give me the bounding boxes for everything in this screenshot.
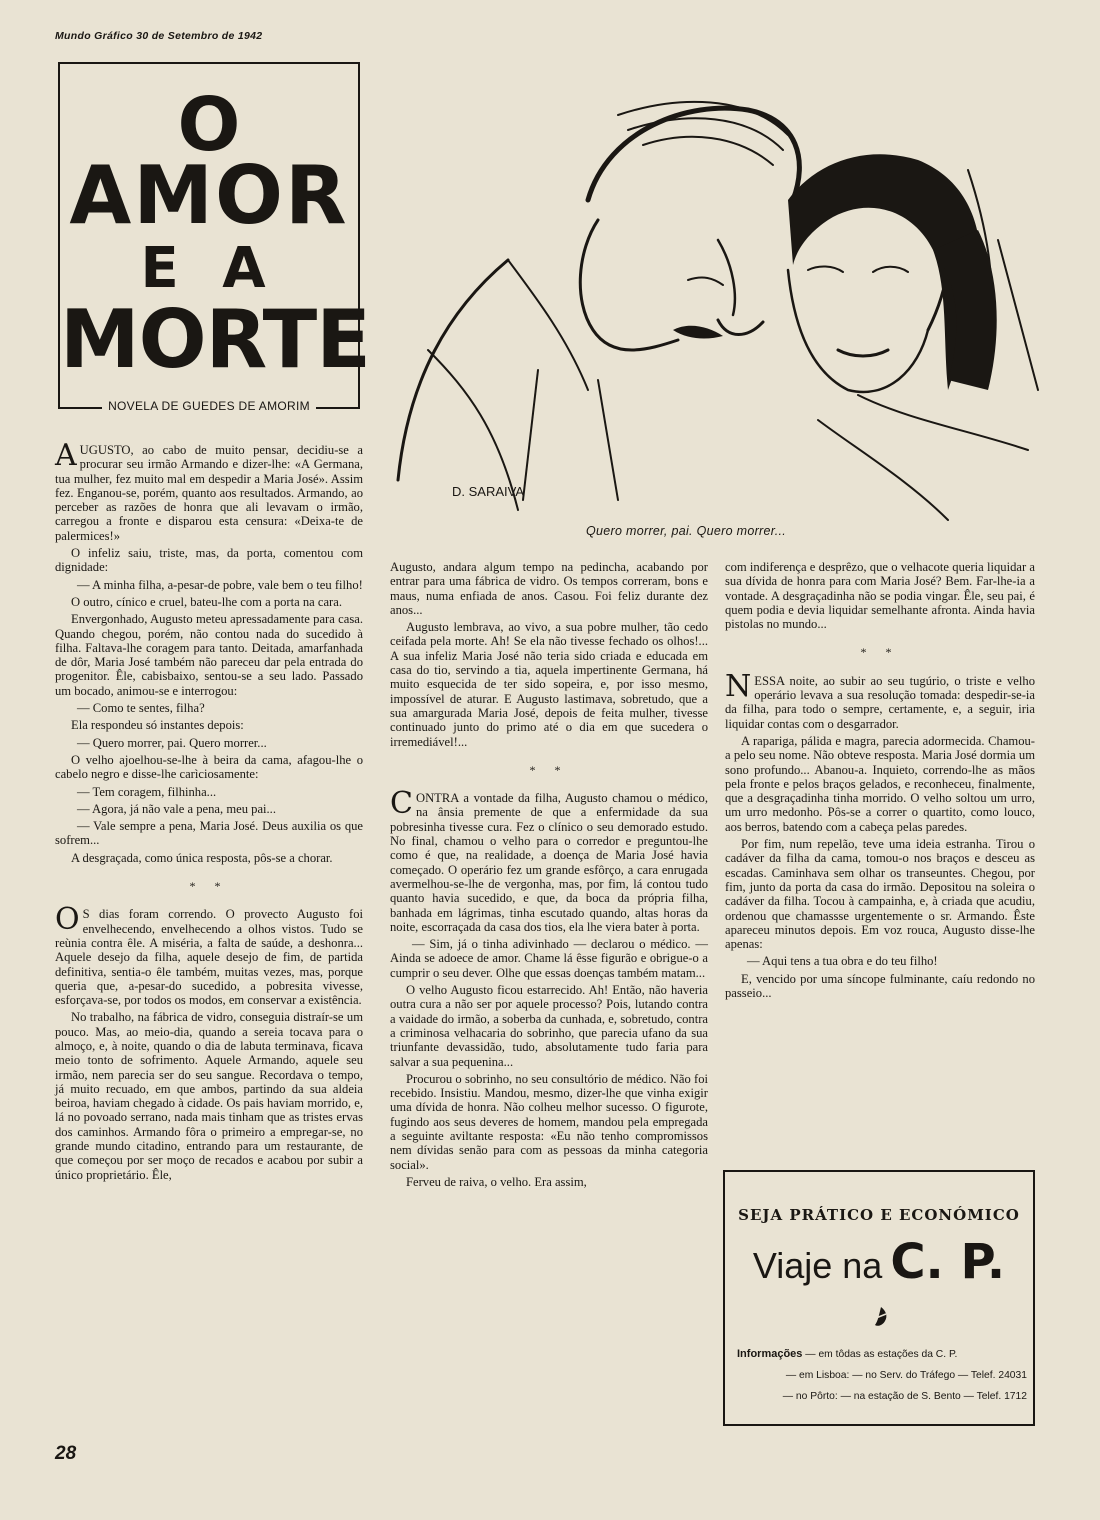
paragraph: Procurou o sobrinho, no seu consultório de médico. Não foi recebido. Insistiu. Mandou, mesmo, dizer-lhe que vinha exigir uma dívida de honra. Não colheu melhor sucesso. O figurote, fugindo aos seus deveres de homem, mandou pela empregada a seguinte aviltante resposta: «Eu não tenho compromissos nem dívidas senão para com as pessoas da minha categoria social». <box>390 1071 708 1172</box>
dialog-line: — Aqui tens a tua obra e do teu filho! <box>747 954 938 969</box>
ad-ornament-icon <box>872 1306 890 1328</box>
paragraph: Augusto, andara algum tempo na pedincha, acabando por entrar para uma fábrica de vidro. Os tempos correram, bons e maus, numa enfiada de anos. Casou. Foi feliz durante dez anos... <box>390 560 708 617</box>
paragraph <box>55 902 363 1008</box>
text-column-2 <box>390 560 708 1192</box>
paragraph: Envergonhado, Augusto meteu apressadamente para casa. Quando chegou, porém, não contou nada do sucedido à filha. Faltava-lhe coragem para tanto. Deitada, amarfanhada de dôr, Maria José também não pareceu dar pela entrada do progenitor. Êle, cabisbaixo, sentou-se a seu lado. Passado um bocado, animou-se e interrogou: <box>55 612 363 698</box>
paragraph-text: ONTRA a vontade da filha, Augusto chamou o médico, na ânsia premente de que a enfermidade da sua pobresinha tivesse cura. Fez o clínico o seu demorado estudo. No final, chamou o velho para o corredor e preguntou-lhe como é que, na realidade, a doença de Maria José havia começado. O operário fez um grande esfôrço, a cara enrugada avermelhou-se-lhe de vergonha, mas, por fim, lá contou tudo quanto havia sucedido, e que, da boca da própria filha, banhada em lágrimas, tinha escutado quando, altas horas da noite, escorraçada da casa dos tios, ela lhe viera bater à porta. <box>390 791 708 934</box>
paragraph: Augusto lembrava, ao vivo, a sua pobre mulher, tão cedo ceifada pela morte. Ah! Se ela não tivesse fechado os olhos!... A sua infeliz Maria José não teria sido criada e educada em casa do tio, servindo a tia, aquela impertinente Germana, há muito esquecida de ter sido sopeira, e, por isso mesmo, impossível de aturar. E Augusto lastimava, sobretudo, que a sua amargurada Maria José, depois de feita mulher, tivesse continuado junto do primo até o dia em que sucedera o irremediável!... <box>390 620 708 749</box>
paragraph: O velho Augusto ficou estarrecido. Ah! Então, não haveria outra cura a não ser por aquele processo? Pois, lutando contra a vaidade do irmão, a soberba da cunhada, e, sobretudo, contra a criminosa velhacaria do sobrinho, que parecia ufano da sua triunfante devassidão, tudo, absolutamente tudo faria para salvar a sua pequenina... <box>390 983 708 1069</box>
paragraph-text: UGUSTO, ao cabo de muito pensar, decidiu-se a procurar seu irmão Armando e dizer-lhe: «A Germana, tua mulher, fez muito mal em despedir a Maria José». Assim fez. Enganou-se, porém, quanto aos resultados. Armando, ao perceber as razões de honra que ali levavam o irmão, carregou a fronte e disparou esta censura: «Deixa-te de palermices!» <box>55 443 363 543</box>
paragraph: O velho ajoelhou-se-lhe à beira da cama, afagou-lhe o cabelo negro e disse-lhe carìciosamente: <box>55 752 363 782</box>
ad-info-line-2: — em Lisboa: — no Serv. do Tráfego — Telef. 24031 <box>785 1370 1027 1381</box>
paragraph: com indiferença e desprêzo, que o velhacote queria liquidar a sua dívida de honra para com Maria José? Bem. Far-lhe-ia a vontade. A desgraçadinha não se podia vingar. Êle, seu pai, é quem podia e devia liquidar semelhante afronta. Ainda havia pistolas no mundo... <box>725 560 1035 632</box>
title-line-2: AMOR <box>69 149 349 242</box>
dialog-line: — A minha filha, a-pesar-de pobre, vale bem o teu filho! <box>77 577 363 592</box>
ad-info-line-1 <box>737 1344 1027 1365</box>
paragraph: Ferveu de raiva, o velho. Era assim, <box>406 1174 587 1189</box>
ad-heading: SEJA PRÁTICO E ECONÓMICO <box>738 1206 1020 1224</box>
dialog-line: — Vale sempre a pena, Maria José. Deus auxilia os que sofrem... <box>55 819 363 848</box>
title-line-3: E A <box>140 236 278 301</box>
drop-cap: A <box>55 438 77 473</box>
dialog-line: — Tem coragem, filhinha... <box>77 784 217 799</box>
paragraph: O infeliz saiu, triste, mas, da porta, comentou com dignidade: <box>55 546 363 575</box>
drop-cap: O <box>55 902 80 938</box>
dialog-line: — Como te sentes, filha? <box>77 701 205 716</box>
advertisement <box>723 1170 1035 1426</box>
ad-info-label: Informações <box>737 1348 803 1360</box>
title-line-1: O <box>177 82 241 168</box>
ad-info-line-3: — no Pôrto: — na estação de S. Bento — Telef. 1712 <box>782 1391 1027 1402</box>
paragraph <box>390 786 708 934</box>
dialog-line: — Sim, já o tinha adivinhado — declarou o médico. — Ainda se adoece de amor. Chame lá êsse figurão e obrigue-o a cumprir o seu dever. Olhe que essas doenças também matam... <box>390 937 708 980</box>
byline <box>60 397 358 415</box>
paragraph <box>725 668 1035 731</box>
text-column-1 <box>55 438 363 1185</box>
paragraph <box>55 438 363 543</box>
paragraph-text: S dias foram correndo. O provecto Augusto foi envelhecendo, envelhecendo a olhos vistos. Tudo se reùnia contra êle. A miséria, a falta de saúde, a deshonra... Aquele desejo da filha, aquele desejo de fim, de partida definitiva, sentia-o êle também, muitas vezes, mas, porque queria que, a-pesar-do sucedido, a pobresita vivesse, esforçava-se, por todos os modos, em conservar a existência. <box>55 907 363 1008</box>
ad-brand: C. P. <box>890 1234 1006 1290</box>
title-line-4: MORTE <box>60 293 370 386</box>
section-separator: * * <box>529 762 569 777</box>
paragraph: A desgraçada, como única resposta, pôs-se a chorar. <box>71 850 333 865</box>
ad-info-text: — em tôdas as estações da C. P. <box>805 1349 958 1360</box>
paragraph: Por fim, num repelão, teve uma ideia estranha. Tirou o cadáver da filha da cama, tomou-o nos braços e desceu as escadas. Caminhava sem olhar os transeuntes. Chegou, por fim, junto da porta da casa do irmão. Depositou na soleira o cadáver da filha. Tocou à campainha, e, à criada que acudiu, ordenou que chamassse urgentemente o sr. Armando. Êste apareceu minutos depois. Em voz rouca, Augusto disse-lhe apenas: <box>725 837 1035 952</box>
section-separator: * * <box>860 645 900 660</box>
paragraph-text: ESSA noite, ao subir ao seu tugúrio, o triste e velho operário levava a sua resolução tomada: despedir-se-ia da filha, para todo o sempre, certamente, e, a seguir, iria liquidar contas com o desgarrador. <box>725 673 1035 731</box>
paragraph: No trabalho, na fábrica de vidro, conseguia distraír-se um pouco. Mas, ao meio-dia, quando a sereia tocava para o almoço, e, à noite, quando o dia de labuta terminava, ficava meio tonto de sofrimento. Aquele Armando, aquele seu irmão, nem parecia ser do seu sangue. Recordava o tempo, já muito recuado, em que ambos, partindo da sua aldeia beiroa, haviam chegado à cidade. Os pais haviam morrido, e, lá no povoado serrano, nada mais tinham que as tristes ervas dos caminhos. Armando fôra o primeiro a empregar-se, no grande mundo citadino, entrando para um restaurante, de que começou por ser moço de recados e acabou por subir a único proprietário. Êle, <box>55 1010 363 1182</box>
illustration <box>388 90 1048 522</box>
paragraph: A rapariga, pálida e magra, parecia adormecida. Chamou-a pelo seu nome. Não obteve resposta. Maria José dormia um sono profundo... Abanou-a. Inquieto, correndo-lhe as mãos pela fronte e pelos braços gelados, e reconheceu, finalmente, que a desgraçadinha tinha morrido. O velho soltou um urro, um urro medonho. Pôs-se a correr o quartito, como louco, aos berros, batendo com a cabeça pelas paredes. <box>725 733 1035 834</box>
byline-text: NOVELA DE GUEDES DE AMORIM <box>102 399 316 413</box>
paragraph: E, vencido por uma síncope fulminante, caíu redondo no passeio... <box>725 971 1035 1001</box>
dialog-line: — Quero morrer, pai. Quero morrer... <box>77 735 267 750</box>
ad-info <box>737 1344 1027 1407</box>
paragraph: O outro, cínico e cruel, bateu-lhe com a porta na cara. <box>71 594 342 609</box>
text-column-3 <box>725 560 1035 1003</box>
drop-cap: N <box>725 668 752 704</box>
section-separator: * * <box>189 879 229 894</box>
title-box <box>58 62 370 413</box>
illustration-signature: D. SARAIVA <box>452 484 525 499</box>
running-head: Mundo Gráfico 30 de Setembro de 1942 <box>55 30 263 42</box>
drop-cap: C <box>390 786 413 822</box>
illustration-caption: Quero morrer, pai. Quero morrer... <box>586 524 787 538</box>
paragraph: Ela respondeu só instantes depois: <box>71 718 244 733</box>
dialog-line: — Agora, já não vale a pena, meu pai... <box>77 801 276 816</box>
page-number: 28 <box>55 1443 77 1464</box>
ad-slogan <box>725 1234 1033 1290</box>
ad-slogan-text: Viaje na <box>752 1245 883 1286</box>
